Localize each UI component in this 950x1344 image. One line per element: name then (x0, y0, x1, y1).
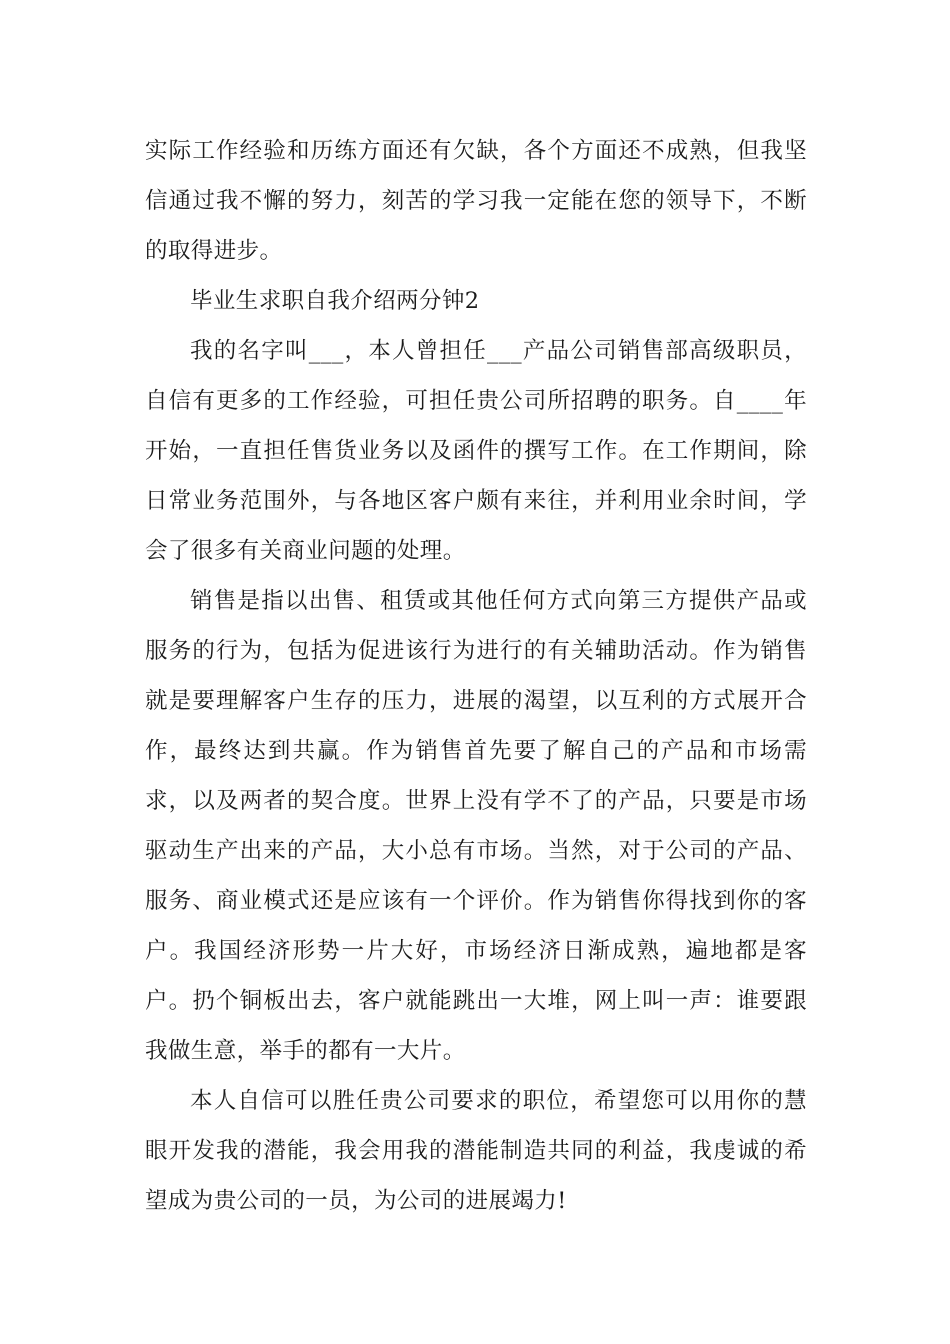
document-body (145, 126, 807, 1226)
paragraph-introduction: 我的名字叫___，本人曾担任___产品公司销售部高级职员，自信有更多的工作经验，可担任贵公司所招聘的职务。自____年开始，一直担任售货业务以及函件的撰写工作。在工作期间，除日常业务范围外，与各地区客户颇有来往，并利用业余时间，学会了很多有关商业问题的处理。 (145, 338, 807, 564)
paragraph-continuation: 实际工作经验和历练方面还有欠缺，各个方面还不成熟，但我坚信通过我不懈的努力，刻苦的学习我一定能在您的领导下，不断的取得进步。 (145, 138, 807, 264)
paragraph-closing: 本人自信可以胜任贵公司要求的职位，希望您可以用你的慧眼开发我的潜能，我会用我的潜能制造共同的利益，我虔诚的希望成为贵公司的一员，为公司的进展竭力! (145, 1088, 807, 1214)
section-heading: 毕业生求职自我介绍两分钟2 (190, 288, 480, 314)
paragraph-sales: 销售是指以出售、租赁或其他任何方式向第三方提供产品或服务的行为，包括为促进该行为进行的有关辅助活动。作为销售就是要理解客户生存的压力，进展的渴望，以互利的方式展开合作，最终达到共赢。作为销售首先要了解自己的产品和市场需求，以及两者的契合度。世界上没有学不了的产品，只要是市场驱动生产出来的产品，大小总有市场。当然，对于公司的产品、服务、商业模式还是应该有一个评价。作为销售你得找到你的客户。我国经济形势一片大好，市场经济日渐成熟，遍地都是客户。扔个铜板出去，客户就能跳出一大堆，网上叫一声：谁要跟我做生意，举手的都有一大片。 (145, 588, 807, 1064)
